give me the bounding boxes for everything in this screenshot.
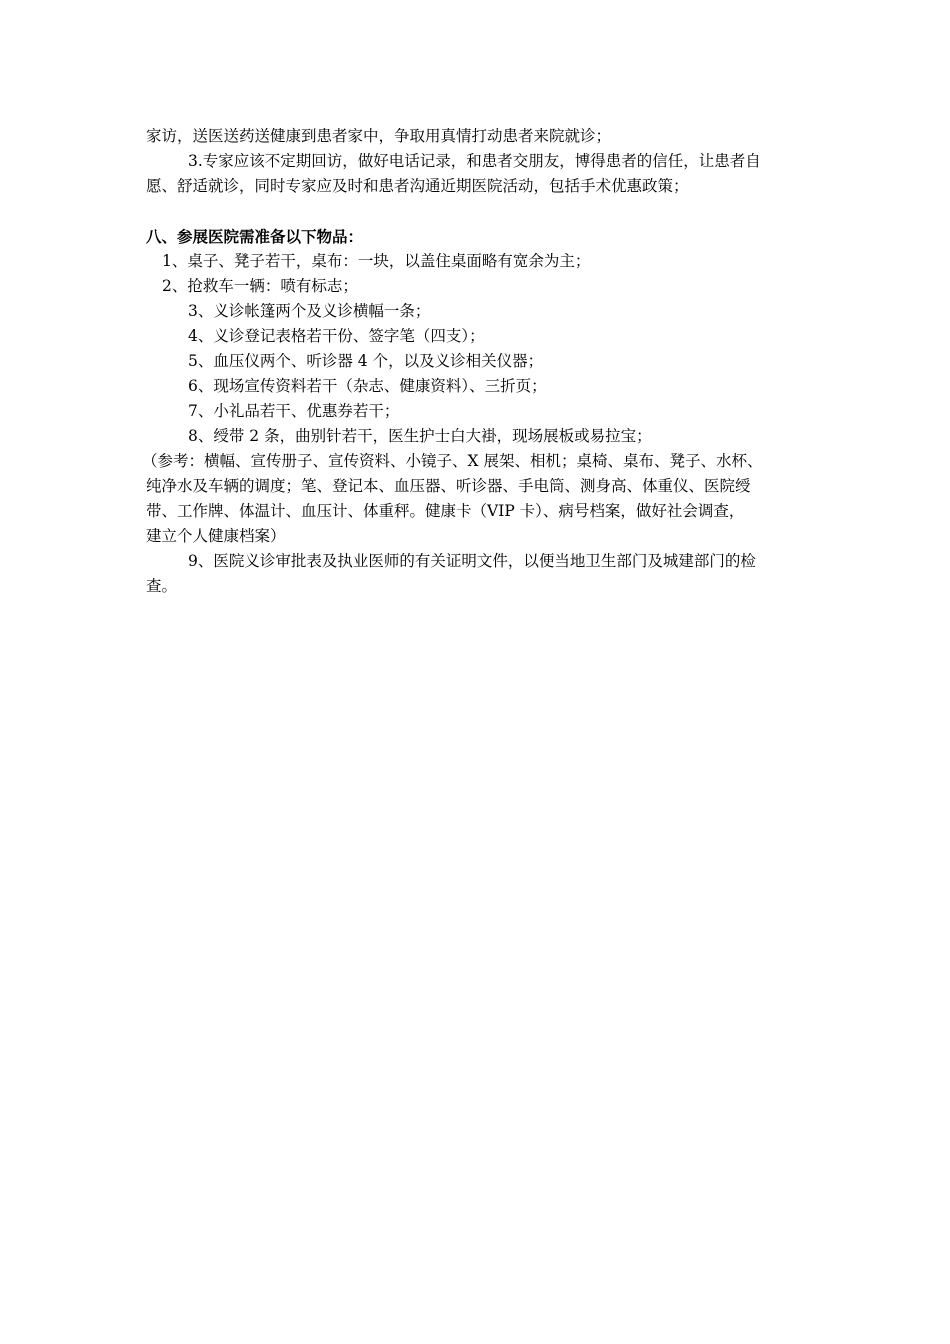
list-item: 6、现场宣传资料若干（杂志、健康资料）、三折页； bbox=[188, 377, 547, 395]
document-page bbox=[142, 124, 818, 599]
paragraph-expert-followup-line1: 3.专家应该不定期回访，做好电话记录，和患者交朋友，博得患者的信任，让患者自 bbox=[188, 152, 761, 170]
reference-note-line: 纯净水及车辆的调度；笔、登记本、血压器、听诊器、手电筒、测身高、体重仪、医院绶 bbox=[146, 477, 751, 495]
list-item: 2、抢救车一辆：喷有标志； bbox=[162, 277, 358, 295]
section-heading: 八、参展医院需准备以下物品： bbox=[146, 227, 364, 246]
reference-note-line: （参考：横幅、宣传册子、宣传资料、小镜子、X 展架、相机；桌椅、桌布、凳子、水杯、 bbox=[142, 452, 763, 470]
list-item: 7、小礼品若干、优惠券若干； bbox=[188, 402, 400, 420]
paragraph-expert-followup-line2: 愿、舒适就诊，同时专家应及时和患者沟通近期医院活动，包括手术优惠政策； bbox=[146, 177, 689, 195]
list-item: 4、义诊登记表格若干份、签字笔（四支）； bbox=[188, 327, 485, 345]
spacer bbox=[146, 199, 818, 224]
list-item-9-line1: 9、医院义诊审批表及执业医师的有关证明文件，以便当地卫生部门及城建部门的检 bbox=[188, 552, 756, 570]
reference-note-line: 带、工作牌、体温计、血压计、体重秤。健康卡（VIP 卡）、病号档案，做好社会调查， bbox=[146, 502, 745, 520]
list-item-9-line2: 查。 bbox=[146, 577, 178, 595]
list-item: 1、桌子、凳子若干，桌布：一块，以盖住桌面略有宽余为主； bbox=[162, 252, 591, 270]
list-item: 5、血压仪两个、听诊器 4 个，以及义诊相关仪器； bbox=[188, 352, 544, 370]
list-item: 8、绶带 2 条，曲别针若干，医生护士白大褂，现场展板或易拉宝； bbox=[188, 427, 652, 445]
reference-note-line: 建立个人健康档案） bbox=[146, 527, 286, 545]
list-item: 3、义诊帐篷两个及义诊横幅一条； bbox=[188, 302, 431, 320]
paragraph-home-visit: 家访，送医送药送健康到患者家中，争取用真情打动患者来院就诊； bbox=[146, 127, 612, 145]
